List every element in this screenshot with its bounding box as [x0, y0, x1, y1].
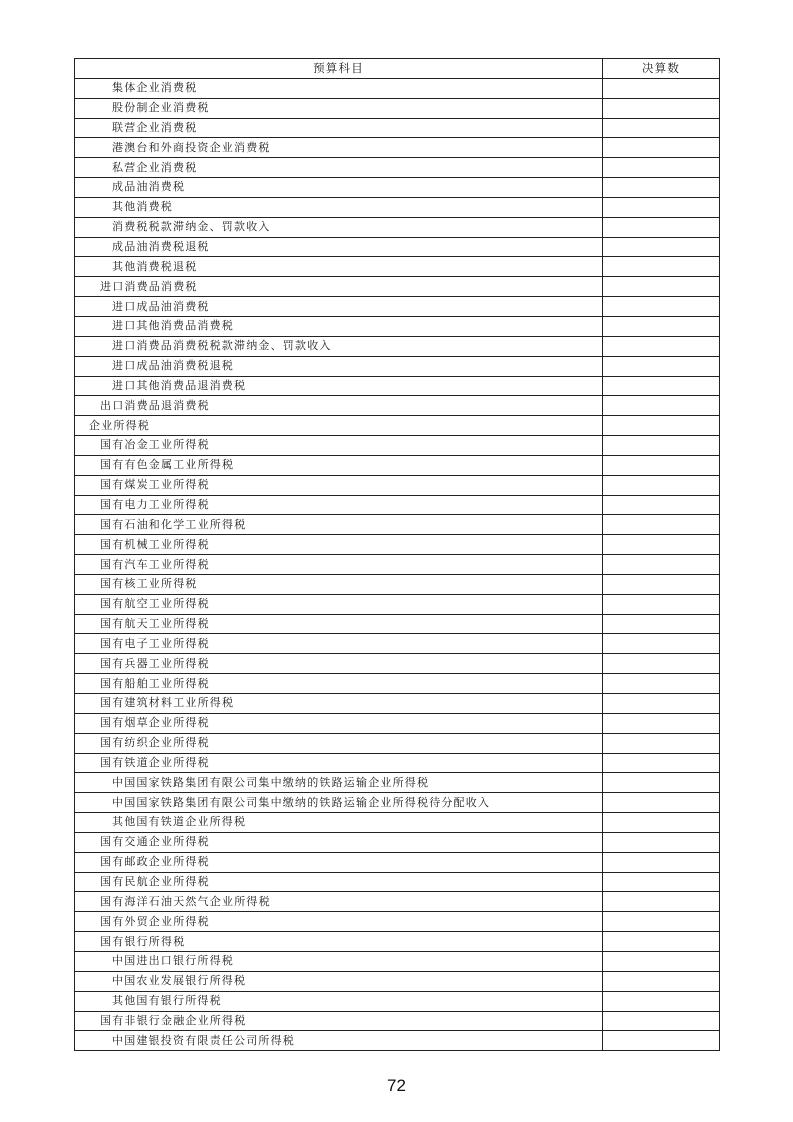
amount-cell: [603, 912, 720, 932]
header-subject: 预算科目: [75, 59, 603, 79]
table-row: [75, 773, 720, 793]
subject-cell: 企业所得税: [75, 416, 603, 436]
amount-cell: [603, 971, 720, 991]
subject-cell: 港澳台和外商投资企业消费税: [75, 138, 603, 158]
amount-cell: [603, 574, 720, 594]
subject-cell: 国有海洋石油天然气企业所得税: [75, 892, 603, 912]
amount-cell: [603, 178, 720, 198]
amount-cell: [603, 237, 720, 257]
table-row: [75, 555, 720, 575]
amount-cell: [603, 277, 720, 297]
amount-cell: [603, 1011, 720, 1031]
amount-cell: [603, 78, 720, 98]
subject-cell: 集体企业消费税: [75, 78, 603, 98]
amount-cell: [603, 158, 720, 178]
amount-cell: [603, 793, 720, 813]
table-row: [75, 892, 720, 912]
subject-cell: 进口消费品消费税税款滞纳金、罚款收入: [75, 336, 603, 356]
amount-cell: [603, 991, 720, 1011]
table-row: [75, 535, 720, 555]
table-row: [75, 197, 720, 217]
amount-cell: [603, 852, 720, 872]
table-row: [75, 852, 720, 872]
amount-cell: [603, 654, 720, 674]
amount-cell: [603, 594, 720, 614]
table-row: [75, 694, 720, 714]
table-row: [75, 356, 720, 376]
amount-cell: [603, 694, 720, 714]
amount-cell: [603, 634, 720, 654]
table-row: [75, 832, 720, 852]
subject-cell: 其他消费税退税: [75, 257, 603, 277]
table-row: [75, 713, 720, 733]
table-row: [75, 971, 720, 991]
table-row: [75, 1031, 720, 1051]
subject-cell: 中国进出口银行所得税: [75, 951, 603, 971]
amount-cell: [603, 436, 720, 456]
table-row: [75, 217, 720, 237]
table-row: [75, 316, 720, 336]
amount-cell: [603, 951, 720, 971]
amount-cell: [603, 515, 720, 535]
amount-cell: [603, 773, 720, 793]
subject-cell: 进口成品油消费税: [75, 297, 603, 317]
subject-cell: 国有非银行金融企业所得税: [75, 1011, 603, 1031]
subject-cell: 国有民航企业所得税: [75, 872, 603, 892]
amount-cell: [603, 614, 720, 634]
subject-cell: 国有烟草企业所得税: [75, 713, 603, 733]
table-row: [75, 416, 720, 436]
table-row: [75, 78, 720, 98]
subject-cell: 联营企业消费税: [75, 118, 603, 138]
amount-cell: [603, 813, 720, 833]
subject-cell: 中国国家铁路集团有限公司集中缴纳的铁路运输企业所得税: [75, 773, 603, 793]
table-row: [75, 257, 720, 277]
subject-cell: 国有银行所得税: [75, 932, 603, 952]
subject-cell: 中国建银投资有限责任公司所得税: [75, 1031, 603, 1051]
table-row: [75, 396, 720, 416]
amount-cell: [603, 872, 720, 892]
subject-cell: 其他国有铁道企业所得税: [75, 813, 603, 833]
table-row: [75, 674, 720, 694]
subject-cell: 国有电子工业所得税: [75, 634, 603, 654]
table-row: [75, 336, 720, 356]
table-row: [75, 574, 720, 594]
subject-cell: 中国国家铁路集团有限公司集中缴纳的铁路运输企业所得税待分配收入: [75, 793, 603, 813]
subject-cell: 国有有色金属工业所得税: [75, 455, 603, 475]
table-row: [75, 733, 720, 753]
table-row: [75, 594, 720, 614]
subject-cell: 出口消费品退消费税: [75, 396, 603, 416]
subject-cell: 私营企业消费税: [75, 158, 603, 178]
subject-cell: 国有核工业所得税: [75, 574, 603, 594]
table-row: [75, 515, 720, 535]
subject-cell: 国有机械工业所得税: [75, 535, 603, 555]
subject-cell: 国有电力工业所得税: [75, 495, 603, 515]
amount-cell: [603, 753, 720, 773]
subject-cell: 国有航天工业所得税: [75, 614, 603, 634]
amount-cell: [603, 416, 720, 436]
subject-cell: 国有邮政企业所得税: [75, 852, 603, 872]
subject-cell: 成品油消费税退税: [75, 237, 603, 257]
table-row: [75, 753, 720, 773]
table-row: [75, 237, 720, 257]
subject-cell: 国有煤炭工业所得税: [75, 475, 603, 495]
table-row: [75, 932, 720, 952]
subject-cell: 其他国有银行所得税: [75, 991, 603, 1011]
subject-cell: 国有纺织企业所得税: [75, 733, 603, 753]
amount-cell: [603, 356, 720, 376]
subject-cell: 进口其他消费品退消费税: [75, 376, 603, 396]
subject-cell: 股份制企业消费税: [75, 98, 603, 118]
table-header-row: [75, 59, 720, 79]
table-row: [75, 813, 720, 833]
amount-cell: [603, 455, 720, 475]
table-row: [75, 178, 720, 198]
subject-cell: 国有石油和化学工业所得税: [75, 515, 603, 535]
amount-cell: [603, 535, 720, 555]
subject-cell: 进口消费品消费税: [75, 277, 603, 297]
subject-cell: 进口其他消费品消费税: [75, 316, 603, 336]
subject-cell: 中国农业发展银行所得税: [75, 971, 603, 991]
table-row: [75, 277, 720, 297]
subject-cell: 国有铁道企业所得税: [75, 753, 603, 773]
page-number: 72: [387, 1076, 406, 1095]
amount-cell: [603, 98, 720, 118]
budget-table: [74, 58, 720, 1051]
table-row: [75, 98, 720, 118]
table-row: [75, 455, 720, 475]
table-row: [75, 158, 720, 178]
subject-cell: 国有外贸企业所得税: [75, 912, 603, 932]
amount-cell: [603, 197, 720, 217]
subject-cell: 国有交通企业所得税: [75, 832, 603, 852]
amount-cell: [603, 832, 720, 852]
amount-cell: [603, 297, 720, 317]
table-row: [75, 991, 720, 1011]
subject-cell: 进口成品油消费税退税: [75, 356, 603, 376]
amount-cell: [603, 713, 720, 733]
subject-cell: 其他消费税: [75, 197, 603, 217]
amount-cell: [603, 376, 720, 396]
table-row: [75, 614, 720, 634]
amount-cell: [603, 336, 720, 356]
table-row: [75, 118, 720, 138]
amount-cell: [603, 475, 720, 495]
amount-cell: [603, 138, 720, 158]
amount-cell: [603, 495, 720, 515]
amount-cell: [603, 118, 720, 138]
subject-cell: 国有冶金工业所得税: [75, 436, 603, 456]
table-row: [75, 376, 720, 396]
subject-cell: 国有建筑材料工业所得税: [75, 694, 603, 714]
table-row: [75, 1011, 720, 1031]
subject-cell: 消费税税款滞纳金、罚款收入: [75, 217, 603, 237]
table-row: [75, 138, 720, 158]
table-row: [75, 654, 720, 674]
subject-cell: 成品油消费税: [75, 178, 603, 198]
amount-cell: [603, 257, 720, 277]
subject-cell: 国有兵器工业所得税: [75, 654, 603, 674]
table-row: [75, 495, 720, 515]
amount-cell: [603, 733, 720, 753]
amount-cell: [603, 674, 720, 694]
subject-cell: 国有汽车工业所得税: [75, 555, 603, 575]
table-row: [75, 951, 720, 971]
amount-cell: [603, 396, 720, 416]
table-row: [75, 475, 720, 495]
amount-cell: [603, 217, 720, 237]
table-row: [75, 436, 720, 456]
amount-cell: [603, 932, 720, 952]
amount-cell: [603, 892, 720, 912]
amount-cell: [603, 1031, 720, 1051]
header-amount: 决算数: [603, 59, 720, 79]
table-body: [75, 78, 720, 1050]
subject-cell: 国有船舶工业所得税: [75, 674, 603, 694]
table-row: [75, 912, 720, 932]
amount-cell: [603, 555, 720, 575]
amount-cell: [603, 316, 720, 336]
subject-cell: 国有航空工业所得税: [75, 594, 603, 614]
table-row: [75, 297, 720, 317]
table-row: [75, 634, 720, 654]
table-row: [75, 872, 720, 892]
table-row: [75, 793, 720, 813]
